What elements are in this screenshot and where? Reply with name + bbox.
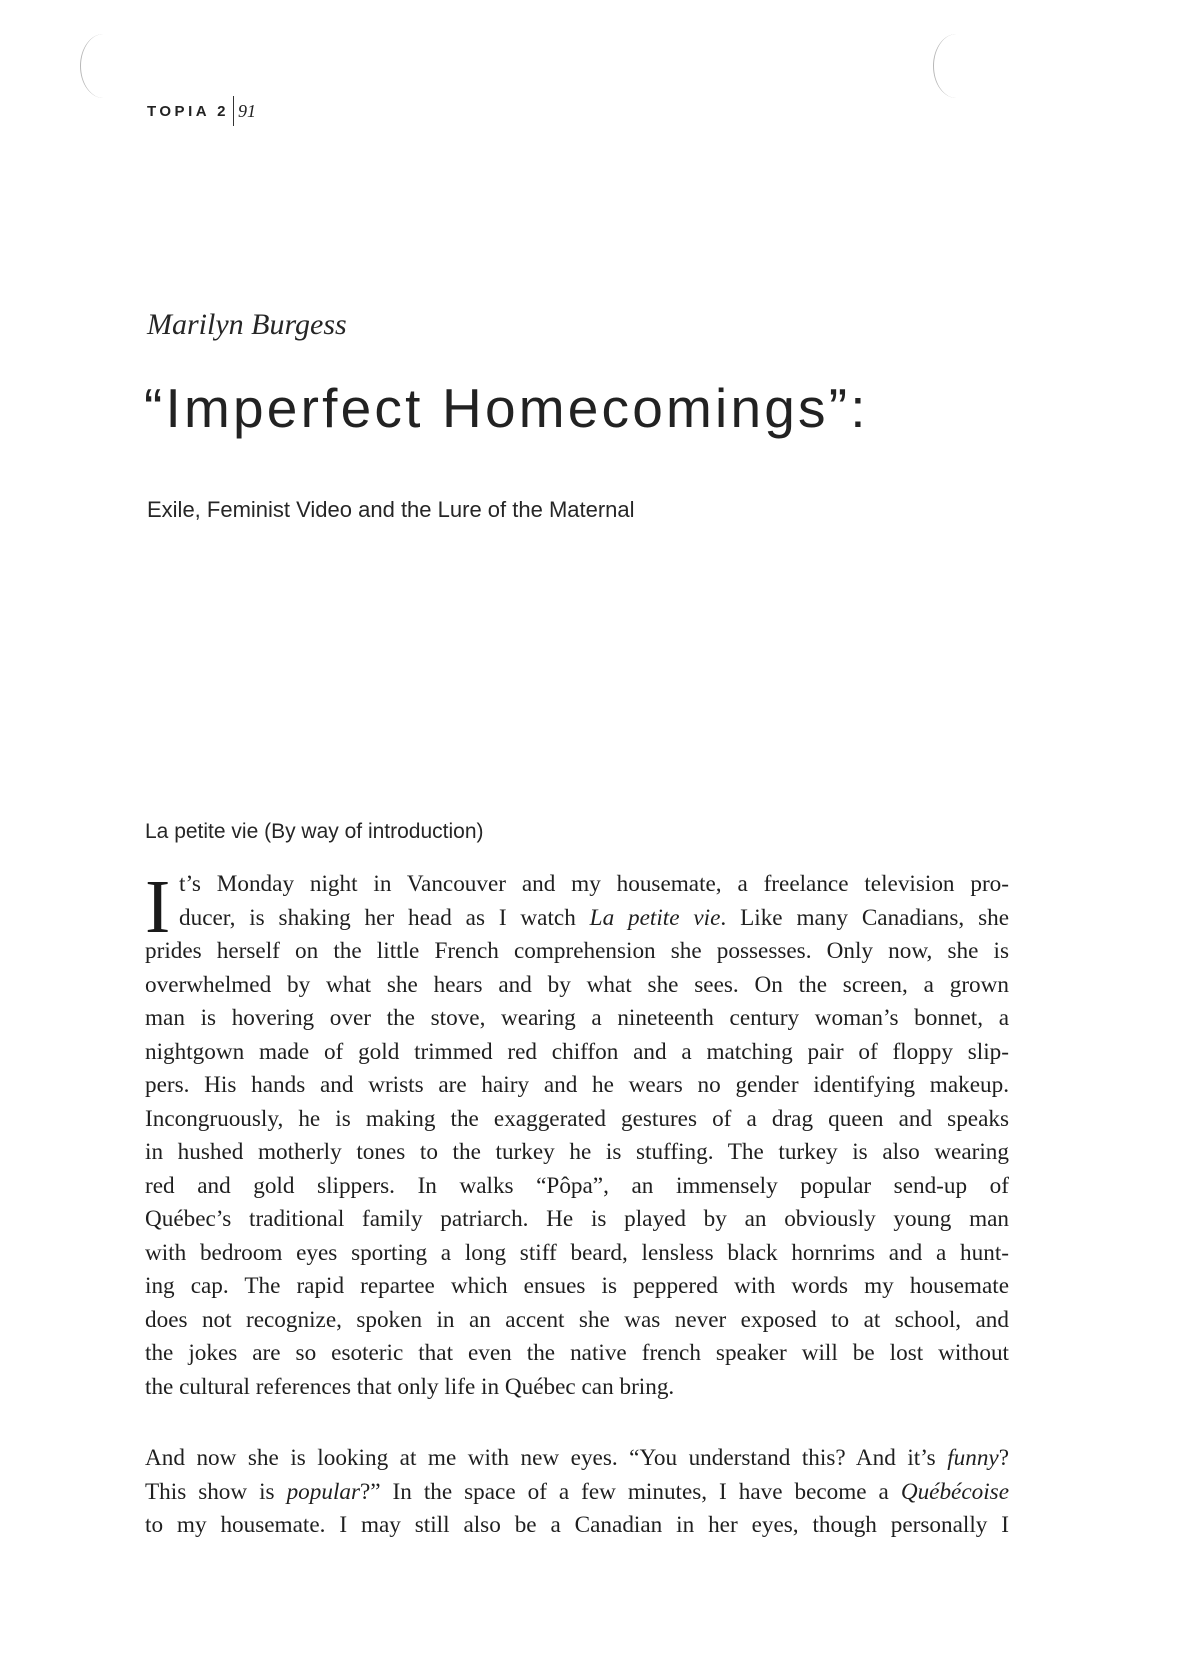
text-line: man is hovering over the stove, wearing a nineteenth century woman’s bonnet, a: [145, 1005, 1009, 1031]
italic-word: Québécoise: [900, 1478, 1009, 1505]
drop-cap: I: [145, 865, 171, 949]
italic-word: popular: [286, 1478, 360, 1505]
text-line: t’s Monday night in Vancouver and my housemate, a freelance television pro-: [179, 871, 1009, 897]
text-line: with bedroom eyes sporting a long stiff beard, lensless black hornrims and a hunt-: [145, 1239, 1009, 1266]
text-line: red and gold slippers. In walks “Pôpa”, an immensely popular send-up of: [145, 1172, 1009, 1199]
text-line: to my housemate. I may still also be a Canadian in her eyes, though personally I: [145, 1512, 1009, 1538]
text-line: This show is popular?” In the space of a few minutes, I have become a Québécoise: [145, 1478, 1009, 1505]
page-number: 91: [238, 100, 257, 121]
registration-mark-right: [933, 34, 972, 98]
text-line: And now she is looking at me with new eyes. “You understand this? And it’s funny?: [145, 1445, 1009, 1471]
registration-mark-left: [80, 34, 119, 98]
text-line: nightgown made of gold trimmed red chiffon and a matching pair of floppy slip-: [145, 1038, 1009, 1065]
text-line: Québec’s traditional family patriarch. He is played by an obviously young man: [145, 1206, 1009, 1232]
text-line: overwhelmed by what she hears and by what she sees. On the screen, a grown: [145, 971, 1009, 998]
text-line: does not recognize, spoken in an accent she was never exposed to at school, and: [145, 1306, 1009, 1333]
article-author: Marilyn Burgess: [147, 308, 347, 341]
text-line: pers. His hands and wrists are hairy and he wears no gender identifying makeup.: [145, 1072, 1009, 1098]
text-line: the jokes are so esoteric that even the native french speaker will be lost without: [145, 1340, 1009, 1366]
text-line: in hushed motherly tones to the turkey he is stuffing. The turkey is also wearing: [145, 1139, 1009, 1165]
article-subtitle: Exile, Feminist Video and the Lure of the Maternal: [147, 497, 635, 522]
text-line: ing cap. The rapid repartee which ensues is peppered with words my housemate: [145, 1273, 1009, 1299]
article-title: “Imperfect Homecomings”:: [144, 377, 869, 439]
journal-name: TOPIA 2: [147, 102, 230, 120]
text-line: Incongruously, he is making the exaggerated gestures of a drag queen and speaks: [145, 1105, 1009, 1132]
running-head-divider: [233, 96, 234, 126]
text-line: the cultural references that only life in Québec can bring.: [145, 1373, 675, 1400]
section-heading: La petite vie (By way of introduction): [145, 820, 484, 843]
running-head: [147, 96, 256, 126]
text-line: prides herself on the little French comprehension she possesses. Only now, she is: [145, 938, 1009, 964]
paragraph-1: [145, 865, 1009, 1404]
paragraph-2: [145, 1442, 1009, 1543]
italic-word: funny: [947, 1445, 999, 1471]
show-title-italic: La petite vie: [589, 904, 721, 931]
text-line: ducer, is shaking her head as I watch La petite vie. Like many Canadians, she: [179, 904, 1009, 931]
